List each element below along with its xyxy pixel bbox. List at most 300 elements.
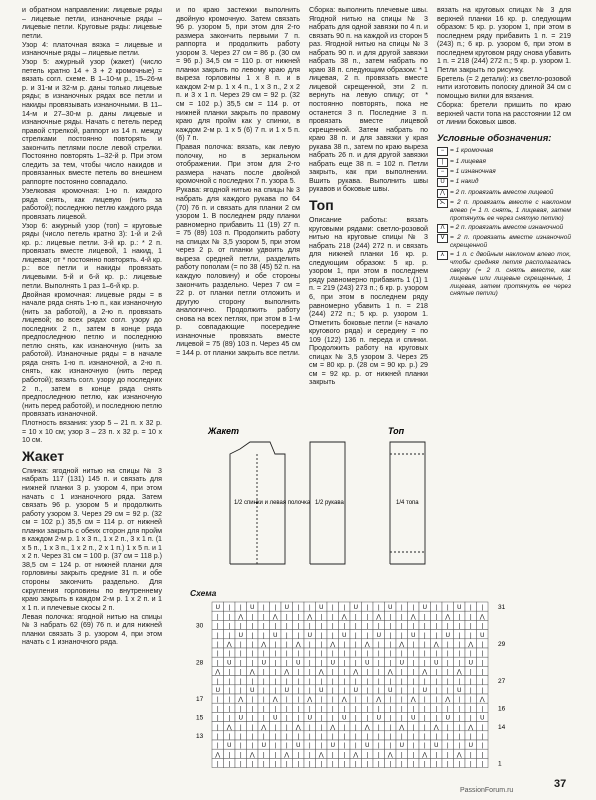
chart-symbol: | [354, 697, 357, 704]
legend-item [437, 224, 571, 233]
chart-symbol: | [481, 761, 484, 768]
chart-symbol: | [251, 651, 254, 658]
chart-symbol: ⋀ [341, 697, 347, 704]
chart-symbol: | [446, 752, 449, 759]
chart-symbol: | [354, 678, 357, 685]
chart-symbol: ⋀ [410, 697, 416, 704]
chart-symbol: | [400, 623, 403, 630]
chart-symbol: ⋀ [341, 614, 347, 621]
chart-symbol: | [389, 614, 392, 621]
chart-symbol: U [238, 715, 243, 722]
chart-symbol: | [228, 715, 231, 722]
chart-symbol: ⋀ [272, 614, 278, 621]
chart-symbol: | [297, 669, 300, 676]
chart-symbol: | [458, 706, 461, 713]
chart-symbol: | [320, 651, 323, 658]
chart-symbol: | [423, 734, 426, 740]
chart-symbol: | [354, 724, 357, 731]
chart-symbol: | [331, 697, 334, 704]
chart-symbol: | [228, 761, 231, 768]
chart-symbol: | [366, 761, 369, 768]
chart-symbol: | [412, 651, 415, 658]
chart-symbol: | [274, 678, 277, 685]
chart-symbol: | [400, 697, 403, 704]
chart-symbol: | [228, 651, 231, 658]
chart-symbol: | [251, 724, 254, 731]
chart-symbol: U [411, 715, 416, 722]
chart-symbol: | [469, 605, 472, 612]
chart-symbol: | [366, 715, 369, 722]
chart-symbol: | [343, 651, 346, 658]
legend-symbol: | [437, 158, 448, 167]
chart-symbol: | [469, 669, 472, 676]
chart-symbol: | [216, 660, 219, 667]
chart-symbol: | [389, 706, 392, 713]
chart-symbol: U [238, 632, 243, 639]
chart-symbol: U [296, 743, 301, 750]
chart-symbol: | [251, 660, 254, 667]
chart-symbol: | [435, 678, 438, 685]
chart-symbol: | [239, 752, 242, 759]
chart-symbol: U [434, 743, 439, 750]
chart-row-number: 30 [196, 622, 204, 630]
chart-symbol: | [469, 734, 472, 740]
chart-symbol: | [343, 743, 346, 750]
chart-symbol: | [331, 752, 334, 759]
chart-symbol: | [377, 605, 380, 612]
chart-symbol: | [481, 734, 484, 740]
chart-symbol: ⋀ [295, 724, 301, 731]
chart-symbol: | [320, 715, 323, 722]
chart-symbol: | [481, 651, 484, 658]
chart-symbol: ⋀ [284, 752, 290, 759]
legend-symbol: ⴷ [437, 224, 448, 233]
chart-symbol: | [458, 642, 461, 648]
chart-symbol: U [445, 715, 450, 722]
chart-symbol: | [239, 743, 242, 750]
chart-symbol: | [469, 752, 472, 759]
chart-symbol: | [228, 614, 231, 621]
chart-symbol: | [377, 678, 380, 685]
chart-symbol: | [446, 678, 449, 685]
chart-symbol: | [366, 651, 369, 658]
chart-symbol: | [377, 706, 380, 713]
chart-symbol: | [481, 724, 484, 731]
chart-symbol: | [354, 651, 357, 658]
paragraph: Сборка: выполнить плечевые швы. Ягодной нитью на спицы № 3 набрать для одной завязки по 4 п. и связать 90 п. на каждой из сторон 5 раз. Ягодной нитью на спицы № 3 набрать 90 п. и для другой завязки набрать 38 п., затем набрать по краю 38 п. следующим образом: * 1 лицевая, 2 п. провязать вместе лицевой скрещенной, эти 2 п. вернуть на левую спицу; от * постоянно повторять, пока не останется 3 п. Последние 3 п. провязать вместе лицевой скрещенной. Затем набрать по краю 38 п. и для завязки у края рукава 38 п., затем по краю выреза набрать 26 п. и для другой завязки набрать еще 38 п. = 102 п. Петли закрыть, как при выполнении. Вшить рукава. Выполнить швы рукавов и боковые швы. [309, 6, 428, 194]
chart-symbol: | [216, 623, 219, 630]
chart-symbol: ⋀ [318, 669, 324, 676]
chart-symbol: | [343, 669, 346, 676]
chart-symbol: | [274, 706, 277, 713]
chart-symbol: | [308, 706, 311, 713]
legend-symbol: ⋀ [437, 189, 448, 198]
chart-symbol: U [468, 660, 473, 667]
chart-symbol: | [412, 678, 415, 685]
legend-symbol: ⋋ [437, 199, 448, 208]
chart-symbol: | [435, 706, 438, 713]
chart-symbol: U [422, 688, 427, 694]
chart-symbol: | [343, 724, 346, 731]
column-3 [309, 6, 428, 387]
chart-symbol: | [285, 632, 288, 639]
chart-symbol: | [412, 688, 415, 694]
chart-symbol: | [446, 651, 449, 658]
chart-symbol: | [423, 761, 426, 768]
chart-symbol: | [377, 743, 380, 750]
chart-symbol: | [331, 706, 334, 713]
chart-symbol: ⋀ [364, 642, 370, 648]
chart-symbol: | [251, 614, 254, 621]
chart-symbol: U [388, 688, 393, 694]
chart-symbol: U [319, 605, 324, 612]
chart-symbol: | [274, 605, 277, 612]
chart-symbol: | [308, 743, 311, 750]
chart-symbol: | [251, 642, 254, 648]
paragraph: Спинка: ягодной нитью на спицы № 3 набрать 117 (131) 145 п. и связать для нижней планки 3 р. узором 4, при этом начать с 1 изнаночного ряда. Затем связать 96 р. узором 5 и продолжить работу узором 3. Через 29 см = 92 р. (32 см = 102 р.) 35,5 см = 114 р. от нижней планки закрыть с обеих сторон для пройм в каждом 2-м р. 1 x 3 п., 1 x 2 п., 3 x 1 п. (1 x 5 п., 1 x 3 п., 1 x 2 п., 2 x 1 п.) 1 x 5 п. и 1 x 2 п. Через 31 см = 100 р. (37 см = 118 р.) 38,5 см = 124 р. от нижней планки для горловины закрыть средние 31 п. и обе стороны закончить раздельно. Для скругления горловины по внутреннему краю закрыть в каждом 2-м р. 1 x 2 п. и 1 x 1 п. и плечевые скосы 2 п. [22, 466, 162, 612]
chart-symbol: | [377, 660, 380, 667]
chart-symbol: ⋀ [479, 614, 485, 621]
top-scheme-label: Топ [388, 426, 405, 436]
chart-symbol: | [297, 761, 300, 768]
chart-symbol: | [458, 632, 461, 639]
chart-symbol: | [435, 752, 438, 759]
chart-symbol: ⋀ [330, 642, 336, 648]
chart-symbol: | [354, 734, 357, 740]
chart-symbol: | [481, 706, 484, 713]
chart-symbol: ⋀ [353, 669, 359, 676]
chart-symbol: U [457, 605, 462, 612]
chart-symbol: | [297, 678, 300, 685]
chart-symbol: U [227, 660, 232, 667]
chart-symbol: ⋀ [433, 724, 439, 731]
chart-symbol: | [469, 614, 472, 621]
chart-symbol: | [320, 734, 323, 740]
chart-symbol: | [469, 632, 472, 639]
chart-symbol: | [423, 632, 426, 639]
chart-symbol: | [412, 706, 415, 713]
chart-symbol: | [377, 688, 380, 694]
chart-symbol: | [400, 706, 403, 713]
chart-symbol: | [435, 697, 438, 704]
chart-symbol: U [434, 660, 439, 667]
legend-text: = 1 лицевая [450, 157, 486, 165]
chart-symbol: U [365, 660, 370, 667]
chart-symbol: | [366, 752, 369, 759]
chart-symbol: | [331, 761, 334, 768]
chart-symbol: | [239, 605, 242, 612]
chart-symbol: | [469, 697, 472, 704]
paragraph: Рукава: ягодной нитью на спицы № 3 набрать для каждого рукава по 64 (70) 76 п. и связать для планки 2 см узором 1. В последнем ряду планки равномерно прибавить 11 (19) 27 п. = 75 (89) 103 п. Продолжить работу на спицах № 3,5 узором 5, при этом через 2 р. от планки удвоить для выреза средней петли, разделить работу пополам (= по 38 (45) 52 п. на каждую половину) и обе стороны закончить раздельно. Через 7 см = 22 р. от планки петли отложить и другую сторону выполнить аналогично. Продолжить работу снова на всех петлях, при этом в 1-м р. совпадающие посередине изнаночные провязать вместе лицевой = 75 (89) 103 п. Через 45 см = 144 р. от планки закрыть все петли. [176, 186, 300, 357]
chart-symbol: | [343, 660, 346, 667]
legend-symbol: ⴸ [437, 234, 448, 243]
chart-row-number: 14 [498, 723, 506, 731]
chart-symbol: | [320, 678, 323, 685]
chart-symbol: | [297, 632, 300, 639]
chart-symbol: | [251, 734, 254, 740]
chart-symbol: | [423, 706, 426, 713]
chart-symbol: | [389, 642, 392, 648]
chart-symbol: | [458, 761, 461, 768]
chart-symbol: ⋀ [238, 614, 244, 621]
chart-symbol: | [274, 743, 277, 750]
chart-symbol: ⋀ [468, 642, 474, 648]
chart-symbol: ⋀ [399, 724, 405, 731]
chart-title: Схема [190, 588, 217, 598]
chart-symbol: | [285, 715, 288, 722]
chart-symbol: | [366, 632, 369, 639]
chart-symbol: ⋀ [307, 614, 313, 621]
chart-symbol: ⋀ [261, 724, 267, 731]
chart-symbol: | [343, 752, 346, 759]
chart-symbol: | [216, 632, 219, 639]
chart-symbol: | [320, 706, 323, 713]
chart-symbol: | [343, 642, 346, 648]
chart-symbol: ⋀ [422, 669, 428, 676]
chart-symbol: ⋀ [468, 724, 474, 731]
chart-symbol: | [274, 761, 277, 768]
chart-symbol: | [308, 734, 311, 740]
paragraph: Сборка: бретели пришить по краю верхней части топа на расстоянии 12 см от линии боковых швов. [437, 101, 571, 127]
chart-symbol: U [261, 743, 266, 750]
chart-row-number: 28 [196, 659, 204, 667]
chart-symbol: | [228, 669, 231, 676]
legend-text: = 1 изнаночная [450, 167, 496, 175]
chart-row-number: 13 [196, 733, 204, 740]
chart-symbol: U [353, 605, 358, 612]
legend-text: = 2 п. провязать вместе с наклоном влево (= 1 п. снять, 1 лицевая, затем протянуть ее через снятую петлю) [450, 199, 571, 222]
chart-symbol: U [330, 660, 335, 667]
legend-symbol: U [437, 178, 448, 187]
chart-symbol: | [320, 761, 323, 768]
chart-symbol: | [274, 660, 277, 667]
chart-symbol: | [400, 678, 403, 685]
chart-symbol: ⋀ [445, 697, 451, 704]
legend-text: = 2 п. провязать вместе изнаночной скрещенной [450, 234, 571, 250]
chart-symbol: | [354, 642, 357, 648]
chart-symbol: | [446, 688, 449, 694]
chart-row-number: 16 [498, 705, 506, 713]
chart-symbol: | [458, 651, 461, 658]
chart-symbol: ⋀ [295, 642, 301, 648]
chart-symbol: | [216, 724, 219, 731]
legend-symbol: − [437, 147, 448, 156]
chart-symbol: U [480, 715, 485, 722]
chart-symbol: | [239, 688, 242, 694]
chart-symbol: | [389, 761, 392, 768]
chart-symbol: | [446, 669, 449, 676]
chart-symbol: | [469, 761, 472, 768]
chart-symbol: | [216, 678, 219, 685]
chart-symbol: ⋀ [433, 642, 439, 648]
chart-symbol: | [262, 632, 265, 639]
legend-symbol: ⋏ [437, 251, 448, 260]
chart-symbol: ⋀ [330, 724, 336, 731]
chart-symbol: | [481, 660, 484, 667]
chart-symbol: | [354, 706, 357, 713]
chart-symbol: | [481, 623, 484, 630]
chart-symbol: U [215, 688, 220, 694]
chart-symbol: | [469, 706, 472, 713]
chart-symbol: | [343, 623, 346, 630]
chart-symbol: | [262, 752, 265, 759]
chart-symbol: U [480, 632, 485, 639]
chart-symbol: | [343, 761, 346, 768]
chart-symbol: | [239, 660, 242, 667]
chart-row-number: 17 [196, 696, 204, 704]
chart-symbol: | [377, 623, 380, 630]
chart-symbol: U [353, 688, 358, 694]
chart-row-number: 31 [498, 604, 506, 612]
paragraph: Узелковая кромочная: 1-ю п. каждого ряда снять, как лицевую (нить за работой); последнюю петлю каждого ряда провязать лицевой. [22, 186, 162, 221]
chart-symbol: U [273, 715, 278, 722]
chart-symbol: | [377, 669, 380, 676]
chart-symbol: U [227, 743, 232, 750]
chart-row-number: 15 [196, 714, 204, 722]
chart-symbol: | [297, 651, 300, 658]
chart-symbol: U [422, 605, 427, 612]
chart-symbol: U [365, 743, 370, 750]
chart-symbol: | [354, 623, 357, 630]
chart-symbol: U [215, 605, 220, 612]
chart-symbol: | [262, 605, 265, 612]
chart-symbol: | [366, 678, 369, 685]
chart-symbol: | [308, 761, 311, 768]
chart-symbol: U [273, 632, 278, 639]
chart-symbol: | [262, 678, 265, 685]
chart-symbol: | [308, 651, 311, 658]
chart-symbol: | [389, 724, 392, 731]
legend-text: = 1 накид [450, 178, 479, 186]
chart-symbol: | [343, 678, 346, 685]
chart-symbol: | [262, 651, 265, 658]
chart-symbol: ⋀ [261, 642, 267, 648]
chart-symbol: | [251, 623, 254, 630]
chart-symbol: | [308, 623, 311, 630]
chart-symbol: | [446, 743, 449, 750]
chart-symbol: | [435, 669, 438, 676]
legend-item [437, 251, 571, 298]
chart-symbol: | [377, 651, 380, 658]
chart-symbol: | [308, 688, 311, 694]
chart-symbol: | [400, 632, 403, 639]
chart-symbol: | [262, 715, 265, 722]
chart-symbol: | [274, 642, 277, 648]
chart-symbol: | [481, 678, 484, 685]
chart-symbol: | [285, 761, 288, 768]
paragraph: Описание работы: вязать круговыми рядами: светло-розовой нитью на круговые спицы № 3 набрать 218 (244) 272 п. и связать для нижней планки 16 кр. р. следующим образом: 5 кр. р. узором 1, при этом в последнем ряду равномерно прибавить 1 (1) 1 п. = 219 (243) 273 п.; 6 кр. р. узором 6, при этом в последнем ряду равномерно убавить 1 п. = 218 (244) 272 п.; 5 кр. р. узором 1. Отметить боковые петли (= начало кругового ряда) и середину = по 109 (122) 136 п. переда и спинки. Продолжить работу на круговых спицах № 3,5 узором 3. Через 25 см = 80 кр. р. (28 см = 90 кр. р.) 29 см = 92 кр. р. от нижней планки закрыть [309, 216, 428, 387]
chart-row-number: 29 [498, 641, 506, 648]
chart-symbol: | [412, 642, 415, 648]
chart-symbol: | [366, 669, 369, 676]
chart-symbol: | [412, 660, 415, 667]
chart-symbol: ⋀ [318, 752, 324, 759]
chart-symbol: U [376, 632, 381, 639]
chart-symbol: | [216, 761, 219, 768]
chart-symbol: | [458, 743, 461, 750]
legend-text: = 2 п. провязать вместе лицевой [450, 188, 554, 196]
chart-symbol: | [389, 678, 392, 685]
chart-symbol: | [389, 734, 392, 740]
legend-text: = 2 п. провязать вместе изнаночной [450, 223, 564, 231]
chart-symbol: ⋀ [445, 614, 451, 621]
chart-symbol: U [399, 743, 404, 750]
chart-symbol: | [446, 642, 449, 648]
chart-symbol: U [296, 660, 301, 667]
chart-symbol: | [285, 623, 288, 630]
chart-symbol: | [435, 632, 438, 639]
chart-symbol: | [423, 614, 426, 621]
chart-symbol: | [274, 623, 277, 630]
chart-symbol: | [251, 632, 254, 639]
chart-symbol: | [216, 715, 219, 722]
chart-symbol: | [423, 623, 426, 630]
chart-symbol: | [297, 734, 300, 740]
chart-symbol: | [400, 715, 403, 722]
chart-symbol: | [400, 605, 403, 612]
legend-item [437, 189, 571, 198]
chart-symbol: ⋀ [249, 669, 255, 676]
chart-symbol: | [389, 715, 392, 722]
chart-symbol: | [251, 715, 254, 722]
section-heading-jacket: Жакет [22, 447, 65, 464]
legend-item [437, 147, 571, 156]
chart-symbol: | [423, 715, 426, 722]
chart-symbol: | [481, 605, 484, 612]
chart-symbol: | [216, 743, 219, 750]
chart-symbol: | [239, 669, 242, 676]
chart-symbol: | [285, 642, 288, 648]
chart-symbol: | [458, 660, 461, 667]
chart-symbol: U [457, 688, 462, 694]
chart-symbol: | [458, 697, 461, 704]
chart-symbol: | [366, 623, 369, 630]
chart-symbol: | [481, 669, 484, 676]
legend-text: = 1 п. с двойным наклоном влево ток, чтобы средняя петля располагалась сверху (= 2 п. снять вместе, как лицевые или лицевые скрещенные, 1 лицевая, затем протянуть ее через снятые петли) [450, 251, 571, 298]
chart-symbol: U [261, 660, 266, 667]
chart-symbol: | [285, 660, 288, 667]
chart-symbol: | [446, 724, 449, 731]
chart-symbol: | [320, 632, 323, 639]
chart-symbol: | [343, 706, 346, 713]
chart-symbol: | [308, 642, 311, 648]
chart-symbol: | [343, 605, 346, 612]
chart-symbol: | [400, 734, 403, 740]
chart-symbol: | [389, 743, 392, 750]
chart-symbol: | [251, 678, 254, 685]
chart-symbol: | [228, 697, 231, 704]
chart-symbol: | [228, 706, 231, 713]
chart-symbol: | [262, 761, 265, 768]
chart-symbol: | [435, 614, 438, 621]
jacket-scheme-label: Жакет [208, 426, 240, 436]
chart-symbol: | [262, 697, 265, 704]
chart-symbol: | [331, 651, 334, 658]
chart-symbol: | [262, 623, 265, 630]
chart-symbol: U [250, 605, 255, 612]
chart-symbol: | [423, 724, 426, 731]
chart-symbol: | [366, 706, 369, 713]
paragraph: Узор 5: ажурный узор (жакет) (число петель кратно 14 + 3 + 2 кромочные) = вязать согл. схеме. В 1–10-м р., 15–26-м р. и 31-м и 32-м р. даны только лицевые ряды; в изнаночных рядах все петли и накиды провязывать изнаночными. В 11–14-м и 27–30-м р. даны лицевые и изнаночные ряды. Начать с петель перед правой стрелкой, раппорт из 14 п. между стрелками постоянно повторять и закончить петлями после левой стрелки. Постоянно повторять 1–32-й р. При этом следить за тем, чтобы число накидов и провязанных вместе петель во внешнем раппорте постоянно совпадало. [22, 58, 162, 186]
chart-symbol: | [285, 724, 288, 731]
legend-item [437, 168, 571, 177]
legend-item [437, 178, 571, 187]
column-2 [176, 6, 300, 358]
chart-symbol: | [412, 761, 415, 768]
chart-symbol: ⋀ [226, 642, 232, 648]
chart-symbol: | [412, 623, 415, 630]
chart-symbol: | [481, 688, 484, 694]
